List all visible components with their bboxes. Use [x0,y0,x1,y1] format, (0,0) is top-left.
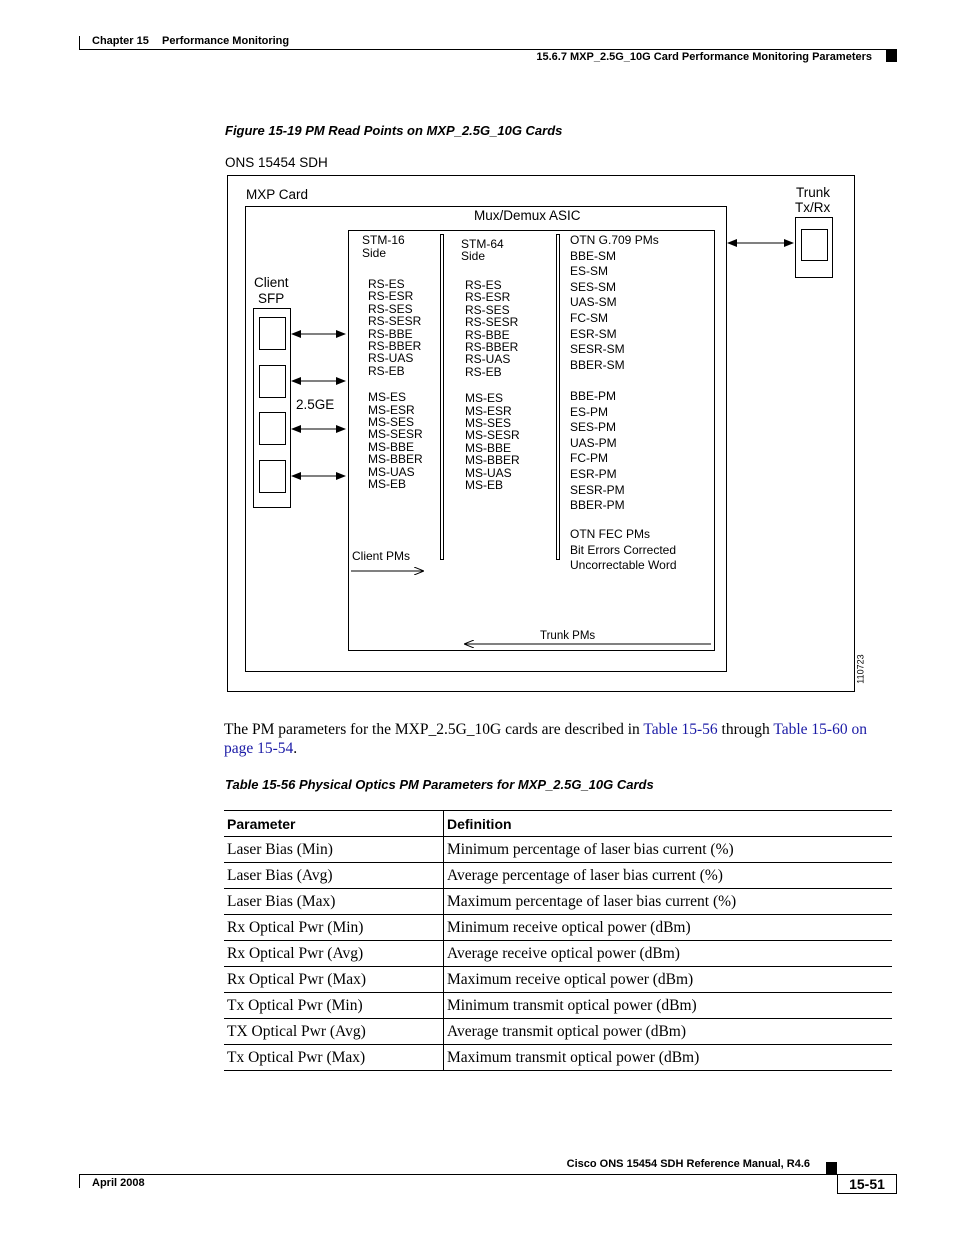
table-row [224,1045,892,1071]
table-row [224,967,892,993]
stm64-param: RS-ESR [465,290,511,305]
otn-param: BBER-SM [570,357,625,372]
otn-param: BBER-PM [570,498,625,513]
trunk-label: Trunk [796,185,831,200]
header-chapter-title: Performance Monitoring [162,35,290,47]
asic-label: Mux/Demux ASIC [474,208,581,223]
table-header: Parameter [224,811,444,837]
fec-param: Uncorrectable Word [570,558,677,573]
link-table-15-56[interactable]: Table 15-56 [643,721,718,738]
otn-param: BBE-SM [570,248,617,263]
otn-param: FC-PM [570,451,608,466]
stm16-param: MS-EB [368,477,407,492]
figure-caption: Figure 15-19 PM Read Points on MXP_2.5G_10G Cards [225,123,563,138]
table-cell: Minimum transmit optical power (dBm) [444,993,893,1019]
body-text-before: The PM parameters for the MXP_2.5G_10G cards are described in [224,721,644,738]
table-cell: Minimum receive optical power (dBm) [444,915,893,941]
pm-table [224,810,892,1071]
table-cell: Average transmit optical power (dBm) [444,1019,893,1045]
stm16-param: RS-EB [368,363,405,378]
otn-param: UAS-PM [570,435,617,450]
table-row [224,915,892,941]
stm64-label: STM-64 [461,237,504,251]
table-cell: Rx Optical Pwr (Max) [224,967,444,993]
otn-param: ESR-SM [570,326,617,341]
table-cell: Average receive optical power (dBm) [444,941,893,967]
client-pms-label: Client PMs [352,549,411,563]
table-cell: Laser Bias (Avg) [224,863,444,889]
stm64-label-2: Side [461,249,486,263]
stm64-param: MS-UAS [465,465,512,480]
stm16-label: STM-16 [362,233,405,247]
otn-param: ESR-PM [570,466,617,481]
table-cell: Maximum percentage of laser bias current (%) [444,889,893,915]
trunk-label-2: Tx/Rx [795,200,831,215]
table-cell: Maximum transmit optical power (dBm) [444,1045,893,1071]
stm16-param: MS-ES [368,390,407,405]
stm16-param: RS-BBE [368,326,413,341]
stm16-param: RS-ESR [368,289,414,304]
table-row [224,1019,892,1045]
table-cell: Laser Bias (Max) [224,889,444,915]
table-cell: TX Optical Pwr (Avg) [224,1019,444,1045]
footer-page-box [837,1174,897,1194]
stm64-param: RS-EB [465,364,502,379]
table-cell: Rx Optical Pwr (Min) [224,915,444,941]
stm64-param: RS-ES [465,278,502,292]
table-cell: Maximum receive optical power (dBm) [444,967,893,993]
stm16-param: MS-UAS [368,464,415,479]
figure-id: 110723 [855,654,866,684]
footer-rule [79,1174,897,1175]
table-caption: Table 15-56 Physical Optics PM Parameters for MXP_2.5G_10G Cards [225,777,654,792]
trunk-pms-label: Trunk PMs [540,630,596,642]
stm16-param: MS-BBE [368,439,415,454]
stm16-param: RS-UAS [368,351,414,366]
stm16-param: RS-SESR [368,314,422,329]
otn-param: SESR-PM [570,482,625,497]
body-paragraph [224,720,896,758]
table-cell: Average percentage of laser bias current (%) [444,863,893,889]
footer-date: April 2008 [92,1177,145,1189]
client-label: Client [254,275,289,290]
otn-param: SES-SM [570,279,617,294]
otn-param: SES-PM [570,420,617,435]
stm16-param: RS-ES [368,277,405,291]
stm64-param: RS-SES [465,302,510,317]
stm16-param: MS-SES [368,415,415,430]
table-row [224,941,892,967]
header-chapter: Chapter 15 [92,35,149,47]
stm64-param: MS-EB [465,478,504,493]
stm16-param: MS-BBER [368,452,423,467]
fec-param: Bit Errors Corrected [570,542,677,557]
table-cell: Minimum percentage of laser bias current (%) [444,837,893,863]
table-cell: Rx Optical Pwr (Avg) [224,941,444,967]
fec-param: OTN FEC PMs [570,527,650,541]
stm64-param: MS-BBER [465,453,520,468]
stm64-param: RS-BBE [465,327,510,342]
stm64-param: RS-SESR [465,315,519,330]
stm16-param: RS-BBER [368,339,422,354]
footer-left-rule [79,1174,80,1188]
table-cell: Laser Bias (Min) [224,837,444,863]
footer-block [826,1162,837,1174]
table-cell: Tx Optical Pwr (Min) [224,993,444,1019]
otn-param: FC-SM [570,310,608,325]
stm16-param: MS-SESR [368,427,423,442]
stm64-param: MS-SES [465,416,512,431]
stm16-label-2: Side [362,246,387,260]
stm16-param: RS-SES [368,301,413,316]
otn-param: BBE-PM [570,388,617,403]
outer-label: ONS 15454 SDH [225,155,328,170]
table-row [224,993,892,1019]
footer-manual-title: Cisco ONS 15454 SDH Reference Manual, R4.6 [566,1158,810,1170]
otn-param: ES-SM [570,264,609,279]
table-row [224,863,892,889]
link-table-15-60[interactable]: Table 15-60 on page 15-54 [224,721,867,757]
stm64-param: RS-UAS [465,352,511,367]
stm64-param: MS-ESR [465,403,512,418]
body-text-after: . [293,740,298,757]
table-row [224,837,892,863]
ge-label: 2.5GE [296,397,335,412]
mxp-card-label: MXP Card [246,187,309,202]
table-cell: Tx Optical Pwr (Max) [224,1045,444,1071]
table-row [224,889,892,915]
client-label-2: SFP [258,291,285,306]
otn-param: OTN G.709 PMs [570,233,659,247]
header-section: 15.6.7 MXP_2.5G_10G Card Performance Monitoring Parameters [536,51,872,63]
otn-param: ES-PM [570,404,609,419]
otn-param: SESR-SM [570,342,625,357]
page-number: 15-51 [849,1176,885,1192]
body-text-mid: through [717,721,774,738]
stm16-param: MS-ESR [368,402,415,417]
stm64-param: MS-ES [465,391,504,406]
stm64-param: RS-BBER [465,340,519,355]
table-header: Definition [444,811,893,837]
stm64-param: MS-SESR [465,428,520,443]
stm64-param: MS-BBE [465,440,512,455]
table-header-row [224,811,892,837]
otn-param: UAS-SM [570,295,617,310]
